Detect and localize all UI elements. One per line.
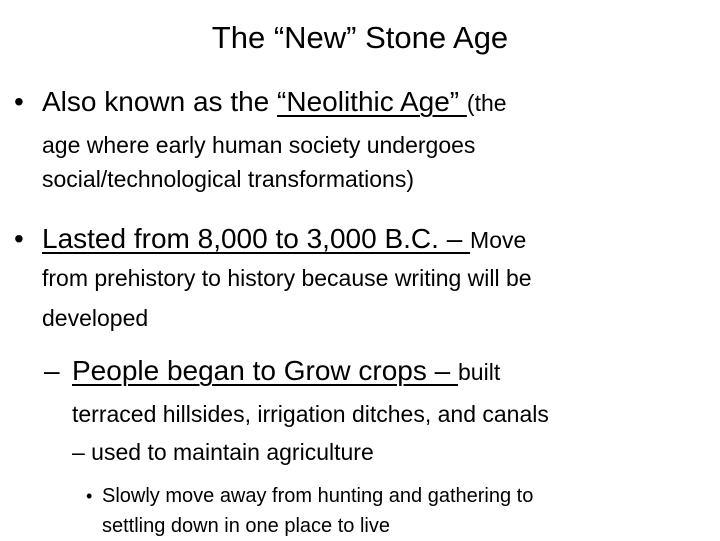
bullet-lead xyxy=(42,82,507,123)
bullet-line: settling down in one place to live xyxy=(102,515,390,537)
bullet-lead xyxy=(42,219,526,260)
bullet-underlined-term: “Neolithic Age” xyxy=(277,86,467,117)
bullet-tail: (the xyxy=(466,90,507,116)
bullet-marker: • xyxy=(14,223,24,254)
bullet-line: developed xyxy=(42,305,149,331)
bullet-line: – used to maintain agriculture xyxy=(72,439,374,465)
sub-bullet-marker: – xyxy=(44,355,60,386)
bullet-marker: • xyxy=(86,486,93,506)
bullet-line: from prehistory to history because writing will be xyxy=(42,265,532,291)
bullet-underlined-term: People began to Grow crops – xyxy=(72,355,459,386)
bullet-line: social/technological transformations) xyxy=(42,166,415,192)
bullet-line: terraced hillsides, irrigation ditches, and canals xyxy=(72,401,549,427)
bullet-tail: Move xyxy=(470,227,527,253)
bullet-line: Slowly move away from hunting and gathering to xyxy=(102,485,534,507)
bullet-line: age where early human society undergoes xyxy=(42,132,476,158)
bullet-marker: • xyxy=(14,86,24,117)
bullet-lead xyxy=(72,351,500,392)
bullet-tail: built xyxy=(458,359,501,385)
slide-title: The “New” Stone Age xyxy=(211,20,509,55)
bullet-underlined-term: Lasted from 8,000 to 3,000 B.C. – xyxy=(42,223,471,254)
bullet-lead-prefix: Also known as the xyxy=(42,86,278,117)
